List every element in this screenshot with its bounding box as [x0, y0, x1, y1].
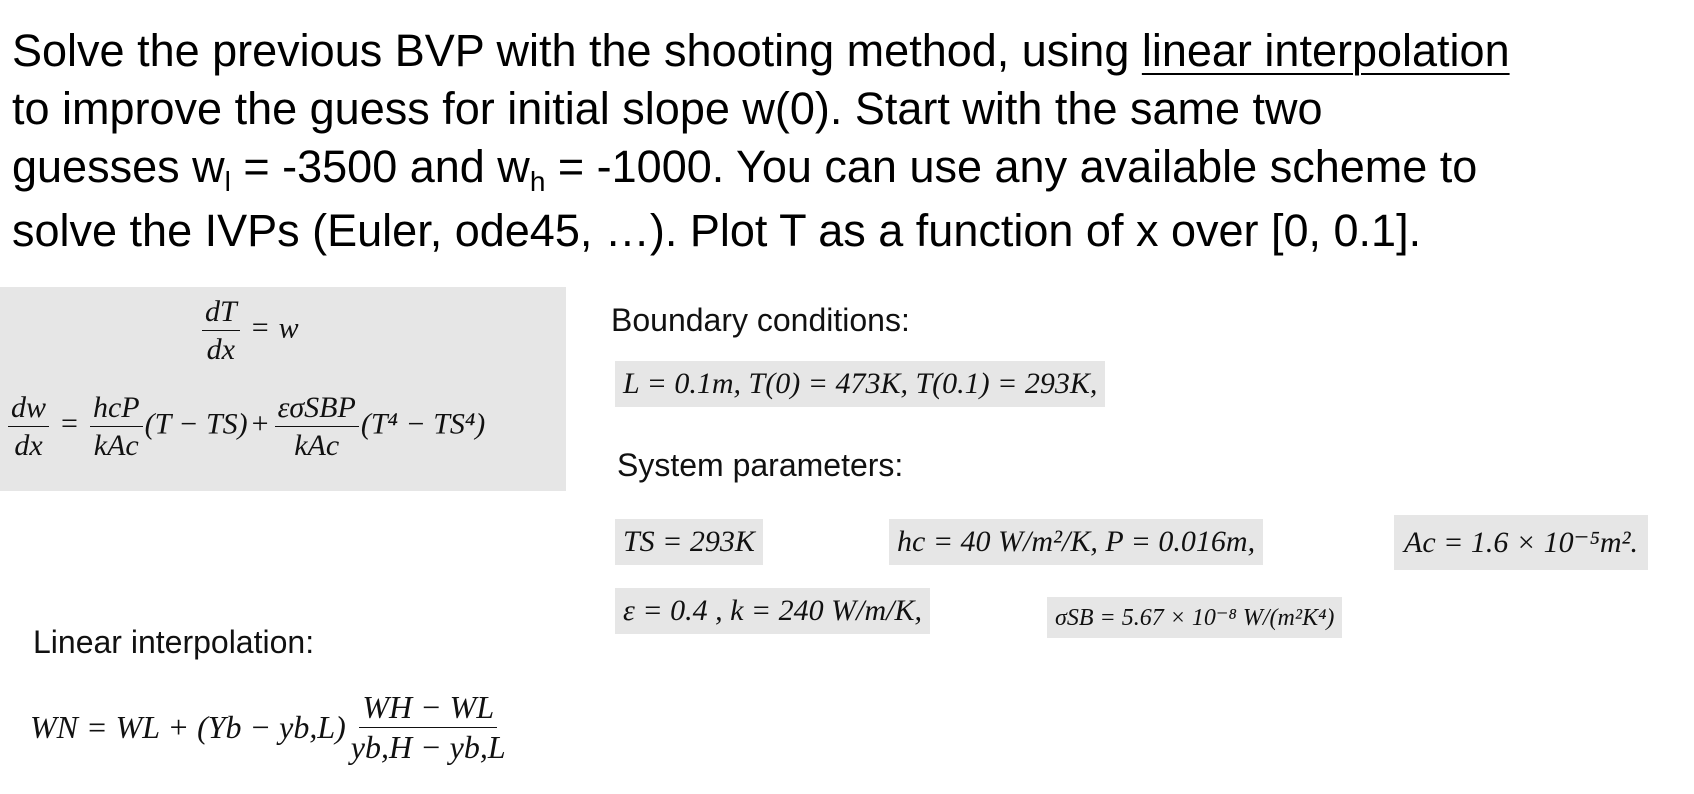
param-sigma: σSB = 5.67 × 10⁻⁸ W/(m²K⁴): [1047, 597, 1342, 638]
system-parameters-label: System parameters:: [617, 447, 904, 483]
boundary-conditions-label: Boundary conditions:: [611, 302, 910, 338]
interpolation-formula: WN = WL + (Yb − yb,L) $\frac{WH - WL}{yb,H - yb,L}$: [30, 689, 506, 766]
prompt-line-3: guesses $w_l = -3500$ and $w_h = -1000$. You can use any available scheme to: [12, 141, 1478, 197]
param-hc-P: hc = 40 W/m²/K, P = 0.016m,: [889, 519, 1263, 565]
linear-interpolation-underlined: linear interpolation: [1141, 25, 1510, 76]
ode-system-box: [0, 287, 566, 491]
param-Ac: Ac = 1.6 × 10⁻⁵m².: [1394, 515, 1648, 570]
problem-statement: [12, 22, 1682, 260]
prompt-line-2: to improve the guess for initial slope w(0). Start with the same two: [12, 83, 1323, 134]
linear-interpolation-label: Linear interpolation:: [33, 624, 315, 660]
equation-dTdx: $\frac{dT}{dx}$ = w: [200, 295, 299, 366]
prompt-line-1: Solve the previous BVP with the shooting method, using linear interpolation: [12, 25, 1510, 76]
param-eps-k: ε = 0.4 , k = 240 W/m/K,: [615, 588, 930, 634]
equation-dwdx: $\frac{dw}{dx}$ = $\frac{\text{hcP}}{\text{kAc}}$ (T − TS) + $\frac{\text{εσSBP}}{\text{kAc}}$ (T⁴ − TS⁴): [6, 391, 485, 462]
boundary-conditions: L = 0.1m, T(0) = 473K, T(0.1) = 293K,: [615, 361, 1105, 407]
param-Ts: TS = 293K: [615, 519, 763, 565]
prompt-line-4: solve the IVPs (Euler, ode45, …). Plot T as a function of x over [0, 0.1].: [12, 205, 1422, 256]
